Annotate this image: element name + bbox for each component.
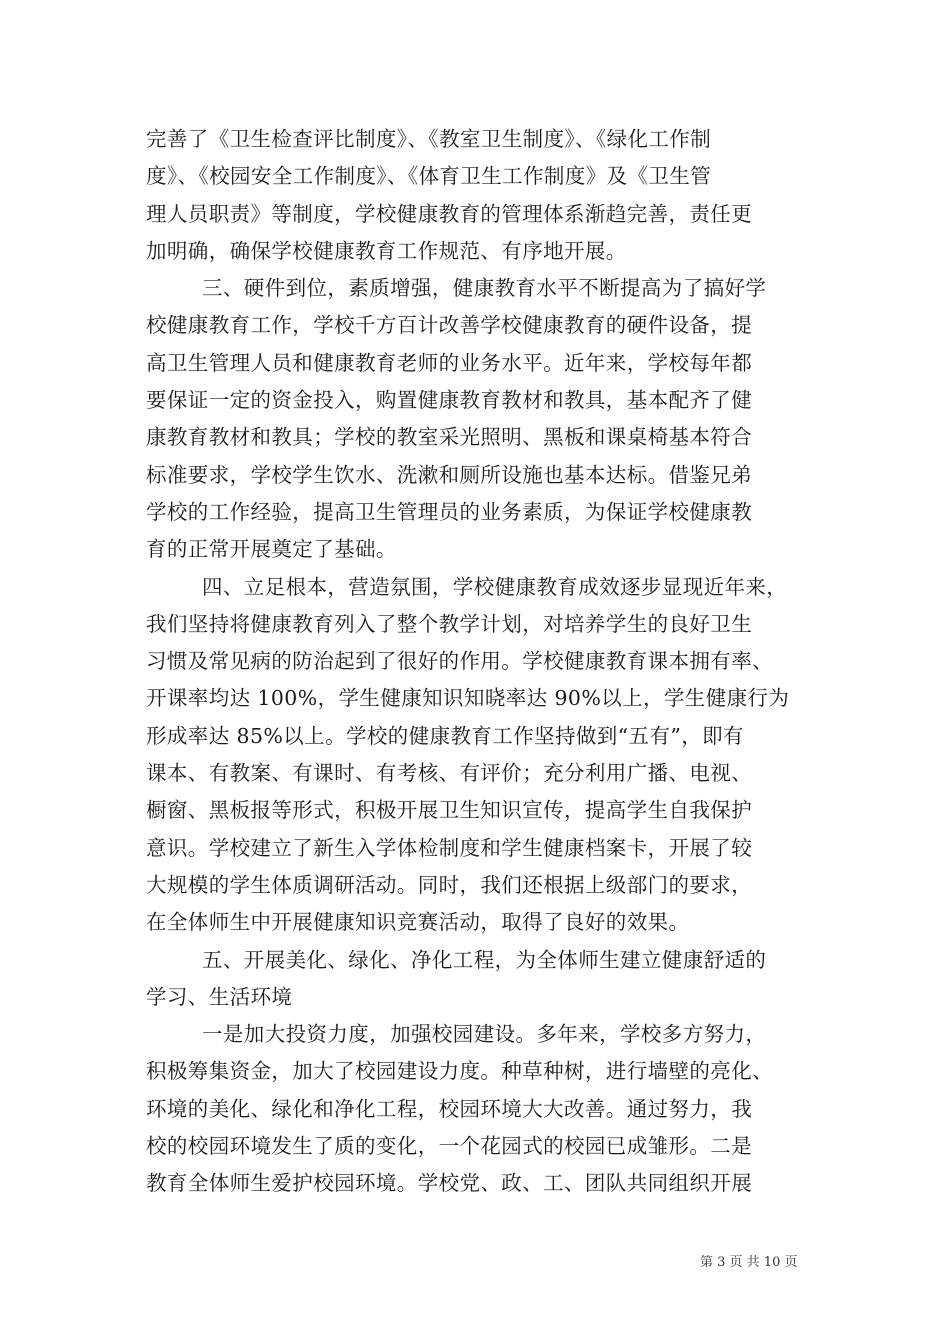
text-line: 康教育教材和教具；学校的教室采光照明、黑板和课桌椅基本符合: [146, 425, 753, 450]
text-line: 学校的工作经验，提高卫生管理员的业务素质，为保证学校健康教: [146, 499, 753, 524]
text-line: 校健康教育工作，学校千方百计改善学校健康教育的硬件设备，提: [146, 313, 753, 338]
text-line: 我们坚持将健康教育列入了整个教学计划，对培养学生的良好卫生: [146, 611, 753, 636]
text-line: 五、开展美化、绿化、净化工程，为全体师生建立健康舒适的: [202, 947, 767, 972]
text-line: 形成率达 85%以上。学校的健康教育工作坚持做到“五有”，即有: [146, 723, 744, 748]
text-line: 要保证一定的资金投入，购置健康教育教材和教具，基本配齐了健: [146, 388, 753, 413]
text-line: 开课率均达 100%，学生健康知识知晓率达 90%以上，学生健康行为: [146, 686, 790, 711]
text-line: 意识。学校建立了新生入学体检制度和学生健康档案卡，开展了较: [146, 835, 753, 860]
page-number-footer: 第 3 页 共 10 页: [700, 1255, 798, 1270]
document-body: [146, 121, 814, 1203]
text-line: 教育全体师生爱护校园环境。学校党、政、工、团队共同组织开展: [146, 1171, 753, 1196]
text-line: 环境的美化、绿化和净化工程，校园环境大大改善。通过努力，我: [146, 1096, 753, 1121]
text-line: 橱窗、黑板报等形式，积极开展卫生知识宣传，提高学生自我保护: [146, 798, 753, 823]
text-line: 习惯及常见病的防治起到了很好的作用。学校健康教育课本拥有率、: [146, 649, 773, 674]
text-line: 加明确，确保学校健康教育工作规范、有序地开展。: [146, 238, 627, 263]
text-line: 大规模的学生体质调研活动。同时，我们还根据上级部门的要求，: [146, 872, 753, 897]
text-line: 高卫生管理人员和健康教育老师的业务水平。近年来，学校每年都: [146, 350, 753, 375]
text-line: 课本、有教案、有课时、有考核、有评价；充分利用广播、电视、: [146, 761, 753, 786]
text-line: 在全体师生中开展健康知识竞赛活动，取得了良好的效果。: [146, 910, 690, 935]
text-line: 度》、《校园安全工作制度》、《体育卫生工作制度》及《卫生管: [146, 164, 712, 189]
text-line: 三、硬件到位，素质增强，健康教育水平不断提高为了搞好学: [202, 276, 767, 301]
text-line: 校的校园环境发生了质的变化，一个花园式的校园已成雏形。二是: [146, 1134, 753, 1159]
text-line: 积极筹集资金，加大了校园建设力度。种草种树，进行墙壁的亮化、: [146, 1059, 773, 1084]
text-line: 一是加大投资力度，加强校园建设。多年来，学校多方努力，: [202, 1022, 767, 1047]
text-line: 标准要求，学校学生饮水、洗漱和厕所设施也基本达标。借鉴兄弟: [146, 462, 753, 487]
text-line: 理人员职责》等制度，学校健康教育的管理体系渐趋完善，责任更: [146, 201, 753, 226]
text-line: 完善了《卫生检查评比制度》、《教室卫生制度》、《绿化工作制: [146, 127, 712, 151]
text-line: 学习、生活环境: [146, 984, 293, 1009]
text-line: 育的正常开展奠定了基础。: [146, 537, 397, 562]
text-line: 四、立足根本，营造氛围，学校健康教育成效逐步显现近年来，: [202, 574, 788, 599]
